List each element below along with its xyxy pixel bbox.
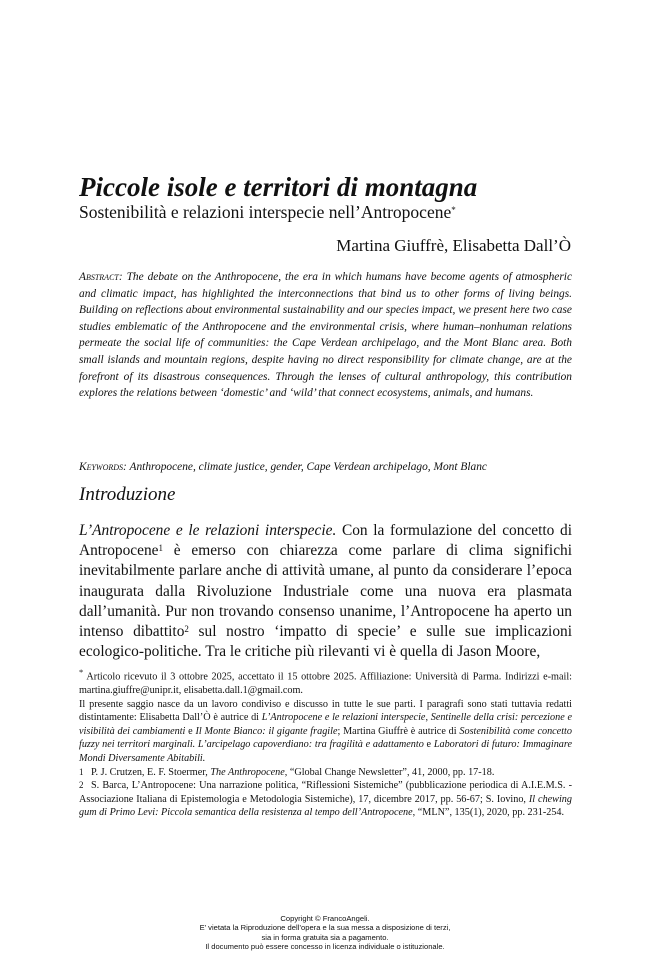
footnotes: [79, 666, 572, 820]
footnote-text: , “MLN”, 135(1), 2020, pp. 231-254.: [412, 807, 565, 819]
subtitle-note-mark[interactable]: *: [451, 205, 456, 215]
abstract-text: The debate on the Anthropocene, the era in which humans have become agents of atmospheric and climatic impact, has highlighted the interconnections that bind us to other forms of living beings. Building on reflections about environmental sustainability and our species impact, we present here two case studies emblematic of the Anthropocene and the environmental crisis, where human–nonhuman relations permeate the social life of communities: the Cape Verdean archipelago, and the Mont Blanc area. Both small islands and mountain regions, despite having no direct responsibility for climate change, are at the forefront of its disastrous consequences. Through the lenses of cultural anthropology, this contribution explores the relations between ‘domestic’ and ‘wild’ that connect ecosystems, animals, and humans.: [79, 271, 572, 400]
section-heading: Introduzione: [79, 484, 176, 505]
footnote-italic: L’Antropocene e le relazioni interspecie: [261, 712, 426, 724]
footnote-star: [79, 666, 572, 698]
footnote-italic: Il Monte Bianco: il gigante fragile: [195, 725, 338, 737]
subtitle-text: Sostenibilità e relazioni interspecie nell’Antropocene: [79, 202, 452, 222]
footnote-italic: Il chewing gum di Primo Levi: Piccola semantica della resistenza al tempo dell’Antropocene: [79, 793, 572, 819]
article-authors: Martina Giuffrè, Elisabetta Dall’Ò: [336, 236, 571, 255]
abstract: [79, 269, 572, 402]
body-span: Con la formulazione del concetto di Antropocene: [79, 522, 572, 560]
footnote-2-mark: 2: [79, 780, 84, 791]
footnote-text: P. J. Crutzen, E. F. Stoermer,: [91, 766, 211, 778]
footnote-2: [79, 779, 572, 820]
copyright-footer: [0, 914, 650, 952]
body-span: è emerso con chiarezza come parlare di clima significhi inevitabilmente parlare anche di attività umane, al punto da considerare l’epoca inaugurata dalla Rivoluzione Industriale come una nuova era plasmata dall’umanità. Pur non trovando consenso unanime, l’Antropocene ha aperto un intenso dibattito: [79, 542, 572, 641]
keywords-label: Keywords:: [79, 461, 127, 473]
body-span: sul nostro ‘impatto di specie’ e sulle sue implicazioni ecologico-politiche. Tra le critiche più rilevanti vi è quella di Jason Moore,: [79, 623, 573, 661]
footer-line: Il documento può essere concesso in licenza individuale o istituzionale.: [205, 942, 445, 952]
body-text: [79, 521, 572, 662]
abstract-label: Abstract:: [79, 271, 123, 283]
body-paragraph: [79, 521, 572, 662]
footnote-star-cont: [79, 698, 572, 766]
footnote-text: e: [185, 725, 196, 737]
footnote-italic: The Anthropocene: [210, 766, 285, 778]
subsection-lead: L’Antropocene e le relazioni interspecie.: [79, 522, 337, 539]
footnote-star-mark: *: [79, 667, 84, 677]
footnote-ref-1[interactable]: 1: [158, 543, 163, 554]
keywords: [79, 459, 572, 476]
footnote-1-mark: 1: [79, 766, 84, 777]
footnote-italic: Sostenibilità come concetto fuzzy nei territori marginali. L’arcipelago capoverdiano: tra fragilità e adattamento: [79, 725, 572, 751]
footnote-italic: Laboratori di futuro: Immaginare Mondi Diversamente Abitabili.: [79, 739, 572, 764]
footnote-text: , “Global Change Newsletter”, 41, 2000, pp. 17-18.: [284, 766, 495, 778]
footnote-text: S. Barca, L’Antropocene: Una narrazione politica, “Riflessioni Sistemiche” (pubblicazione periodica di A.I.E.M.S. - Associazione Italiana di Epistemologia e Metodologia Sistemiche), 17, dicembre 2017, pp. 56-67; S. Iovino,: [79, 780, 572, 805]
footer-line: sia in forma gratuita sia a pagamento.: [261, 932, 389, 942]
footnote-text: Il presente saggio nasce da un lavoro condiviso e discusso in tutte le sue parti. I paragrafi sono stati tuttavia redatti distintamente: Elisabetta Dall’Ò è autrice di: [79, 698, 572, 724]
footnote-ref-2[interactable]: 2: [184, 624, 189, 635]
footnote-text: e: [423, 739, 434, 751]
article-title: Piccole isole e territori di montagna: [79, 172, 478, 202]
footnote-text: ; Martina Giuffrè è autrice di: [337, 725, 460, 737]
footnote-text: ,: [425, 712, 431, 724]
footnote-1: [79, 766, 572, 780]
footer-line: E’ vietata la Riproduzione dell’opera e la sua messa a disposizione di terzi,: [199, 923, 451, 933]
footnote-text: Articolo ricevuto il 3 ottobre 2025, accettato il 15 ottobre 2025. Affiliazione: Università di Parma. Indirizzi e-mail: martina.giuffre@unipr.it, elisabetta.dall.1@gmail.com.: [79, 671, 572, 696]
footer-line: Copyright © FrancoAngeli.: [280, 914, 370, 923]
article-subtitle: [79, 201, 456, 223]
keywords-text: Anthropocene, climate justice, gender, Cape Verdean archipelago, Mont Blanc: [129, 461, 487, 473]
footnote-italic: Sentinelle della crisi: percezione e visibilità dei cambiamenti: [79, 712, 572, 737]
